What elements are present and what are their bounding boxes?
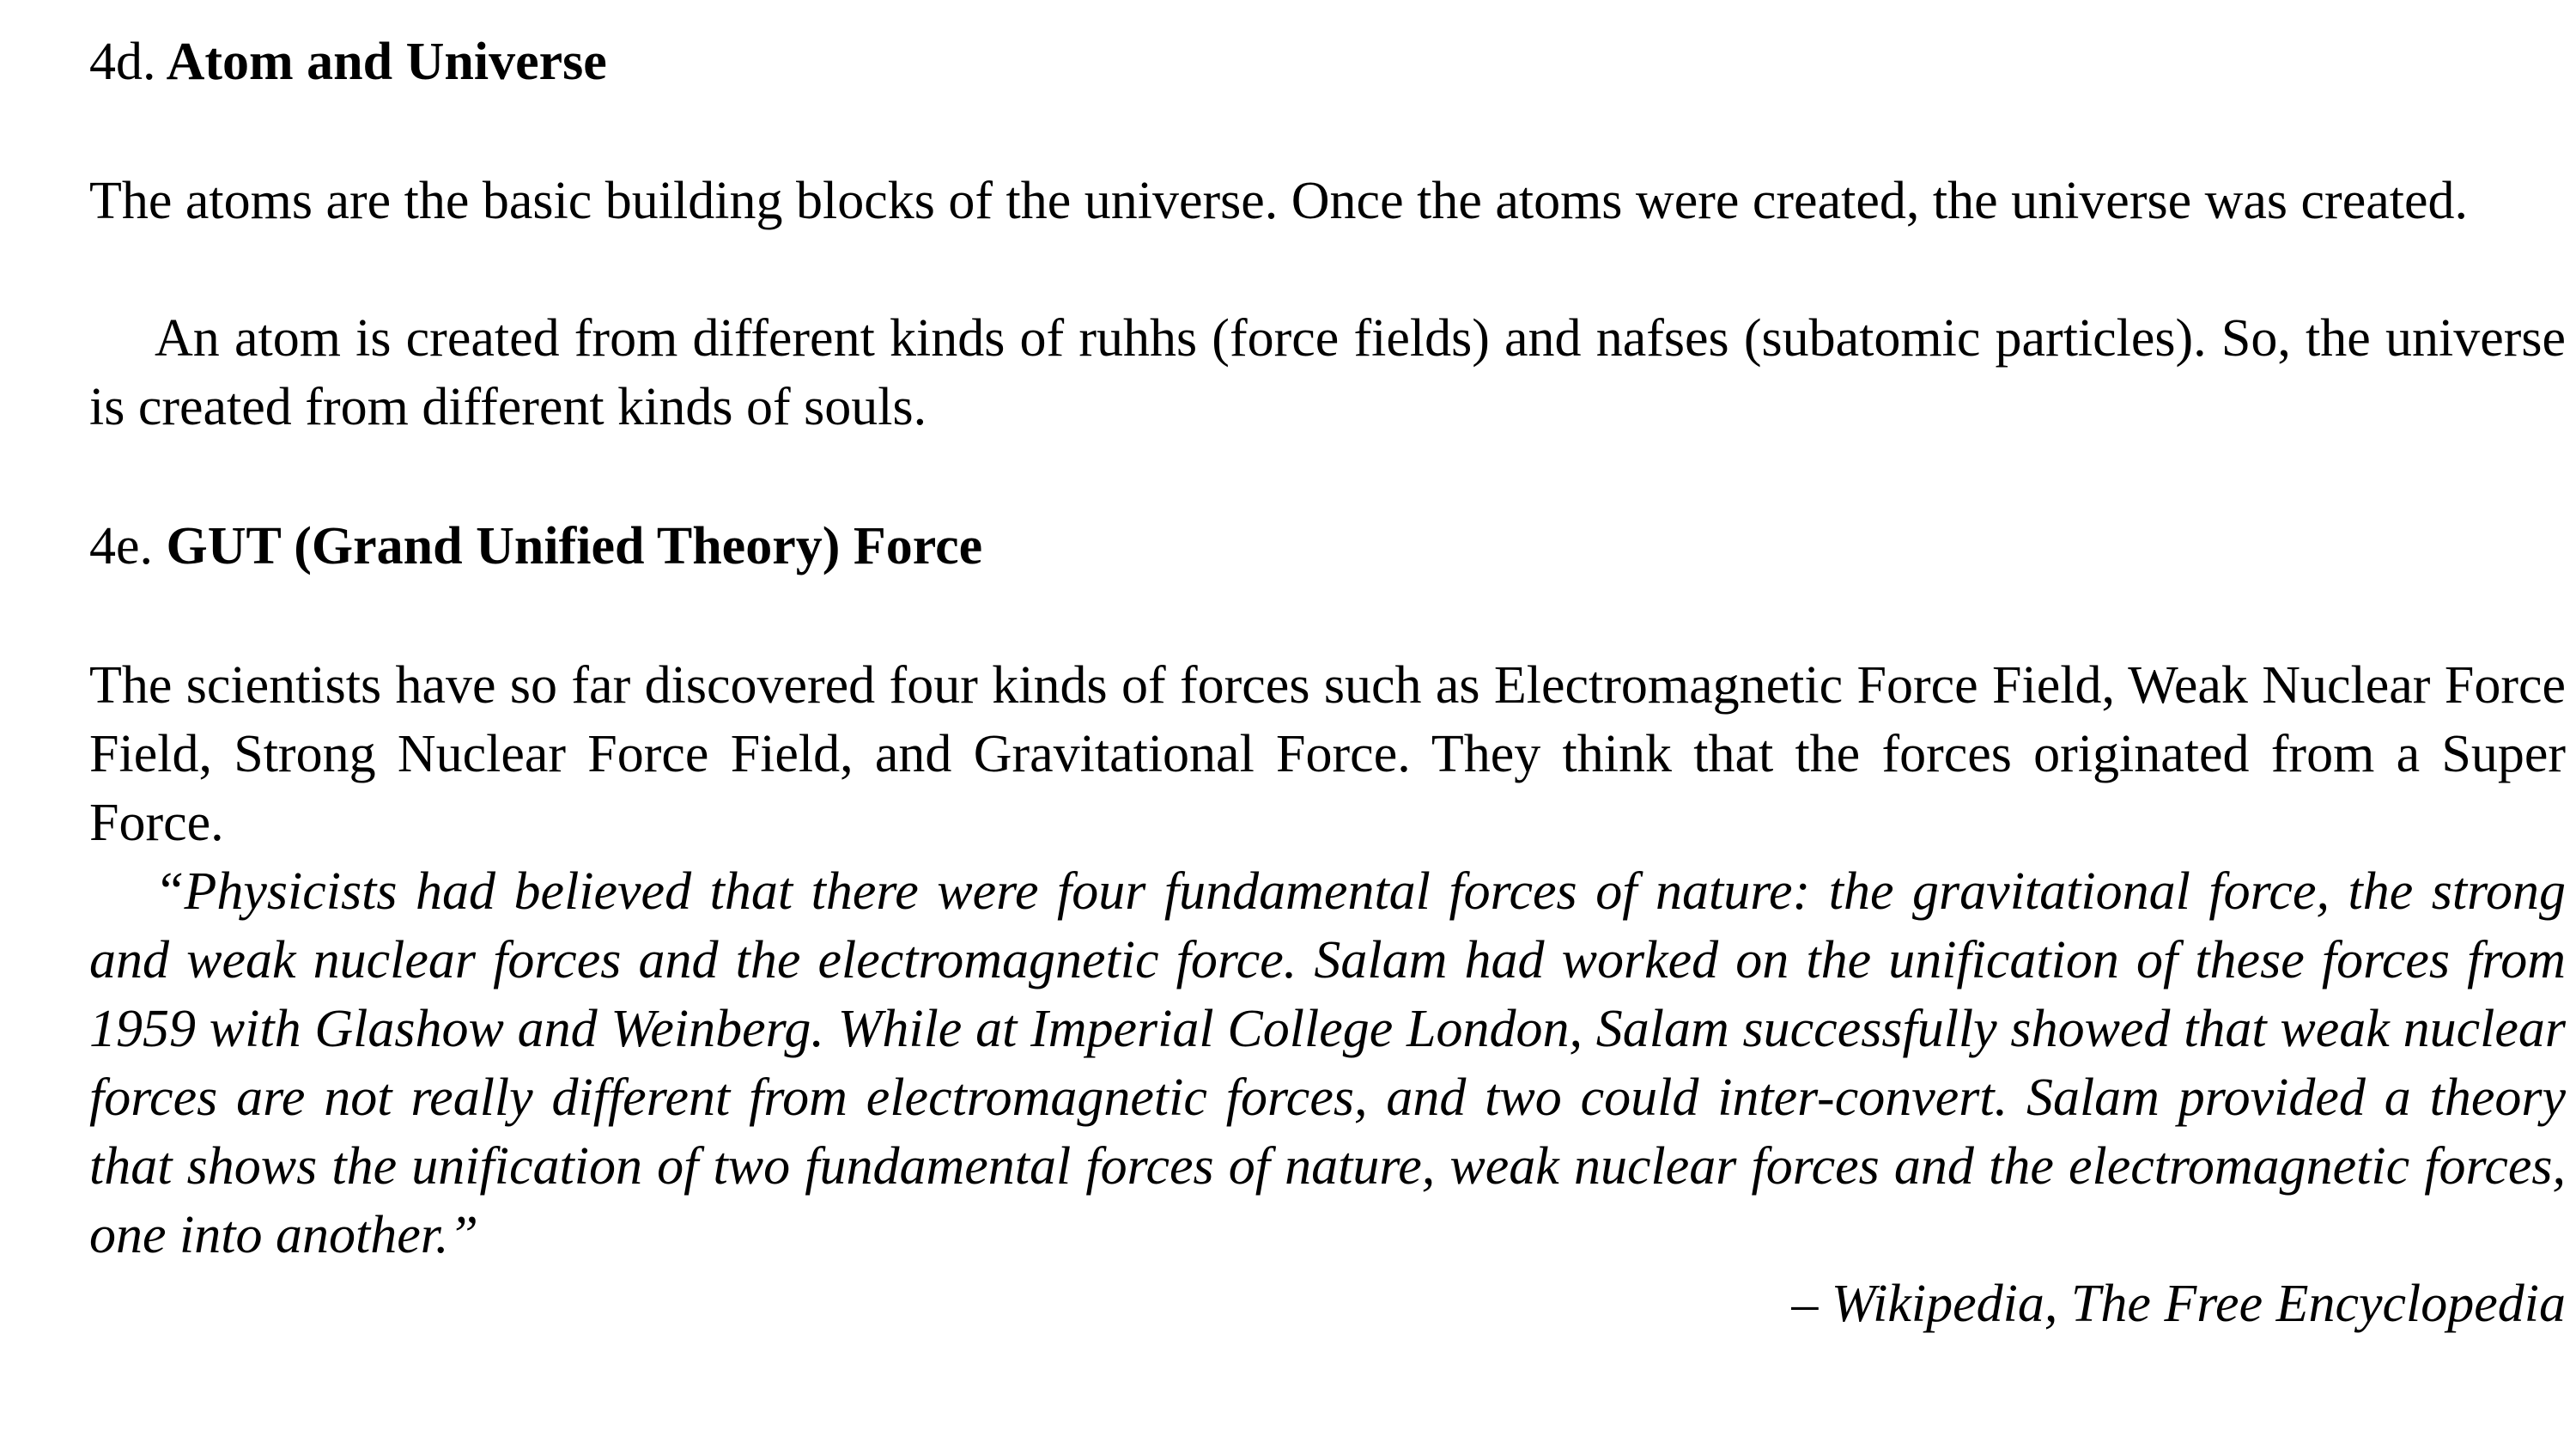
paragraph: The atoms are the basic building blocks of the universe. Once the atoms were created, the universe was created. bbox=[89, 172, 2468, 230]
section-number: 4e. bbox=[89, 517, 154, 575]
paragraph: The scientists have so far discovered four kinds of forces such as Electromagnetic Force Field, Weak Nuclear Force Field, Strong Nuclear Force Field, and Gravitational Force. They think that the forces originated from a Super Force. bbox=[89, 656, 2566, 852]
quote-attribution: – Wikipedia, The Free Encyclopedia bbox=[1791, 1275, 2566, 1333]
block-quote: “Physicists had believed that there were four fundamental forces of nature: the gravitational force, the strong and weak nuclear forces and the electromagnetic force. Salam had worked on the unification of these forces from 1959 with Glashow and Weinberg. While at Imperial College London, Salam successfully showed that weak nuclear forces are not really different from electromagnetic forces, and two could inter-convert. Salam provided a theory that shows the unification of two fundamental forces of nature, weak nuclear forces and the electromagnetic forces, one into another.” bbox=[89, 862, 2566, 1264]
section-number: 4d. bbox=[89, 33, 156, 91]
section-heading-4d bbox=[89, 27, 607, 96]
section-title: Atom and Universe bbox=[166, 33, 607, 91]
paragraph: An atom is created from different kinds of ruhhs (force fields) and nafses (subatomic particles). So, the universe is created from different kinds of souls. bbox=[89, 309, 2566, 436]
section-heading-4e bbox=[89, 512, 982, 581]
section-title: GUT (Grand Unified Theory) Force bbox=[166, 517, 983, 575]
